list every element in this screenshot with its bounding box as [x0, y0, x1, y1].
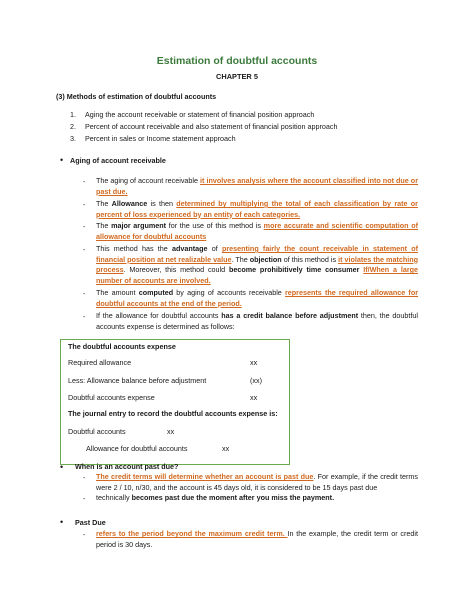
- bullet-icon: •: [60, 155, 64, 165]
- aging-paragraph-1: The aging of account receivable it involves analysis where the account classified into not due or past due.: [96, 176, 418, 196]
- journal-credit: Allowance for doubtful accounts: [86, 444, 188, 453]
- box-row-label: Required allowance: [68, 358, 132, 367]
- method-num-3: 3.: [70, 134, 76, 143]
- box-row-label: Less: Allowance balance before adjustment: [68, 376, 207, 385]
- chapter-label: CHAPTER 5: [216, 72, 258, 81]
- box-row-value: (xx): [250, 376, 262, 385]
- dash-icon: -: [83, 200, 86, 209]
- past-due-heading: Past Due: [75, 518, 106, 527]
- journal-debit-value: xx: [167, 427, 175, 436]
- aging-paragraph-2: The Allowance is then determined by multiplying the total of each classification by rate or percent of loss experienced by an entity of each categories.: [96, 199, 418, 219]
- aging-paragraph-3: The major argument for the use of this method is more accurate and scientific computation of allowance for doubtful accounts: [96, 221, 418, 241]
- dash-icon: -: [83, 289, 86, 298]
- page-title: Estimation of doubtful accounts: [156, 55, 318, 67]
- dash-icon: -: [83, 494, 86, 503]
- box-row-value: xx: [250, 393, 258, 402]
- method-item-2: Percent of account receivable and also statement of financial position approach: [85, 122, 338, 131]
- dash-icon: -: [83, 473, 86, 482]
- box-row-label: Doubtful accounts expense: [68, 393, 155, 402]
- dash-icon: -: [83, 222, 86, 231]
- journal-debit: Doubtful accounts: [68, 427, 126, 436]
- past-due-definition: refers to the period beyond the maximum credit term. In the example, the credit term or credit period is 30 days.: [96, 529, 418, 549]
- bullet-icon: •: [60, 517, 64, 527]
- method-num-1: 1.: [70, 110, 76, 119]
- aging-paragraph-5: The amount computed by aging of accounts receivable represents the required allowance for doubtful accounts at the end of the period.: [96, 288, 419, 308]
- bullet-icon: •: [60, 462, 64, 472]
- box-row-value: xx: [250, 358, 258, 367]
- past-due-paragraph-1: The credit terms will determine whether an account is past due. For example, if the credit terms were 2 / 10, n/30, and the account is 45 days old, it is considered to be 15 days past due: [96, 472, 418, 492]
- box-heading: The doubtful accounts expense: [68, 342, 176, 351]
- dash-icon: -: [83, 245, 86, 254]
- dash-icon: -: [83, 312, 86, 321]
- section-heading: (3) Methods of estimation of doubtful accounts: [56, 92, 217, 101]
- dash-icon: -: [83, 177, 86, 186]
- past-due-question-heading: When is an account past due?: [75, 462, 179, 471]
- aging-paragraph-4: This method has the advantage of presenting fairly the count receivable in statement of financial position at net realizable value. The objection of this method is it violates the matching process. Moreover, this method could become prohibitively time consumer If/When a large number of accounts are involved.: [96, 244, 419, 285]
- dash-icon: -: [83, 530, 86, 539]
- journal-credit-value: xx: [222, 444, 230, 453]
- method-item-1: Aging the account receivable or statement of financial position approach: [85, 110, 315, 119]
- method-num-2: 2.: [70, 122, 76, 131]
- aging-paragraph-6: If the allowance for doubtful accounts has a credit balance before adjustment then, the doubtful accounts expense is determined as follows:: [96, 311, 418, 331]
- journal-heading: The journal entry to record the doubtful accounts expense is:: [68, 409, 278, 418]
- method-item-3: Percent in sales or Income statement approach: [85, 134, 236, 143]
- past-due-paragraph-2: technically becomes past due the moment after you miss the payment.: [96, 493, 335, 502]
- aging-heading: Aging of account receivable: [70, 156, 166, 165]
